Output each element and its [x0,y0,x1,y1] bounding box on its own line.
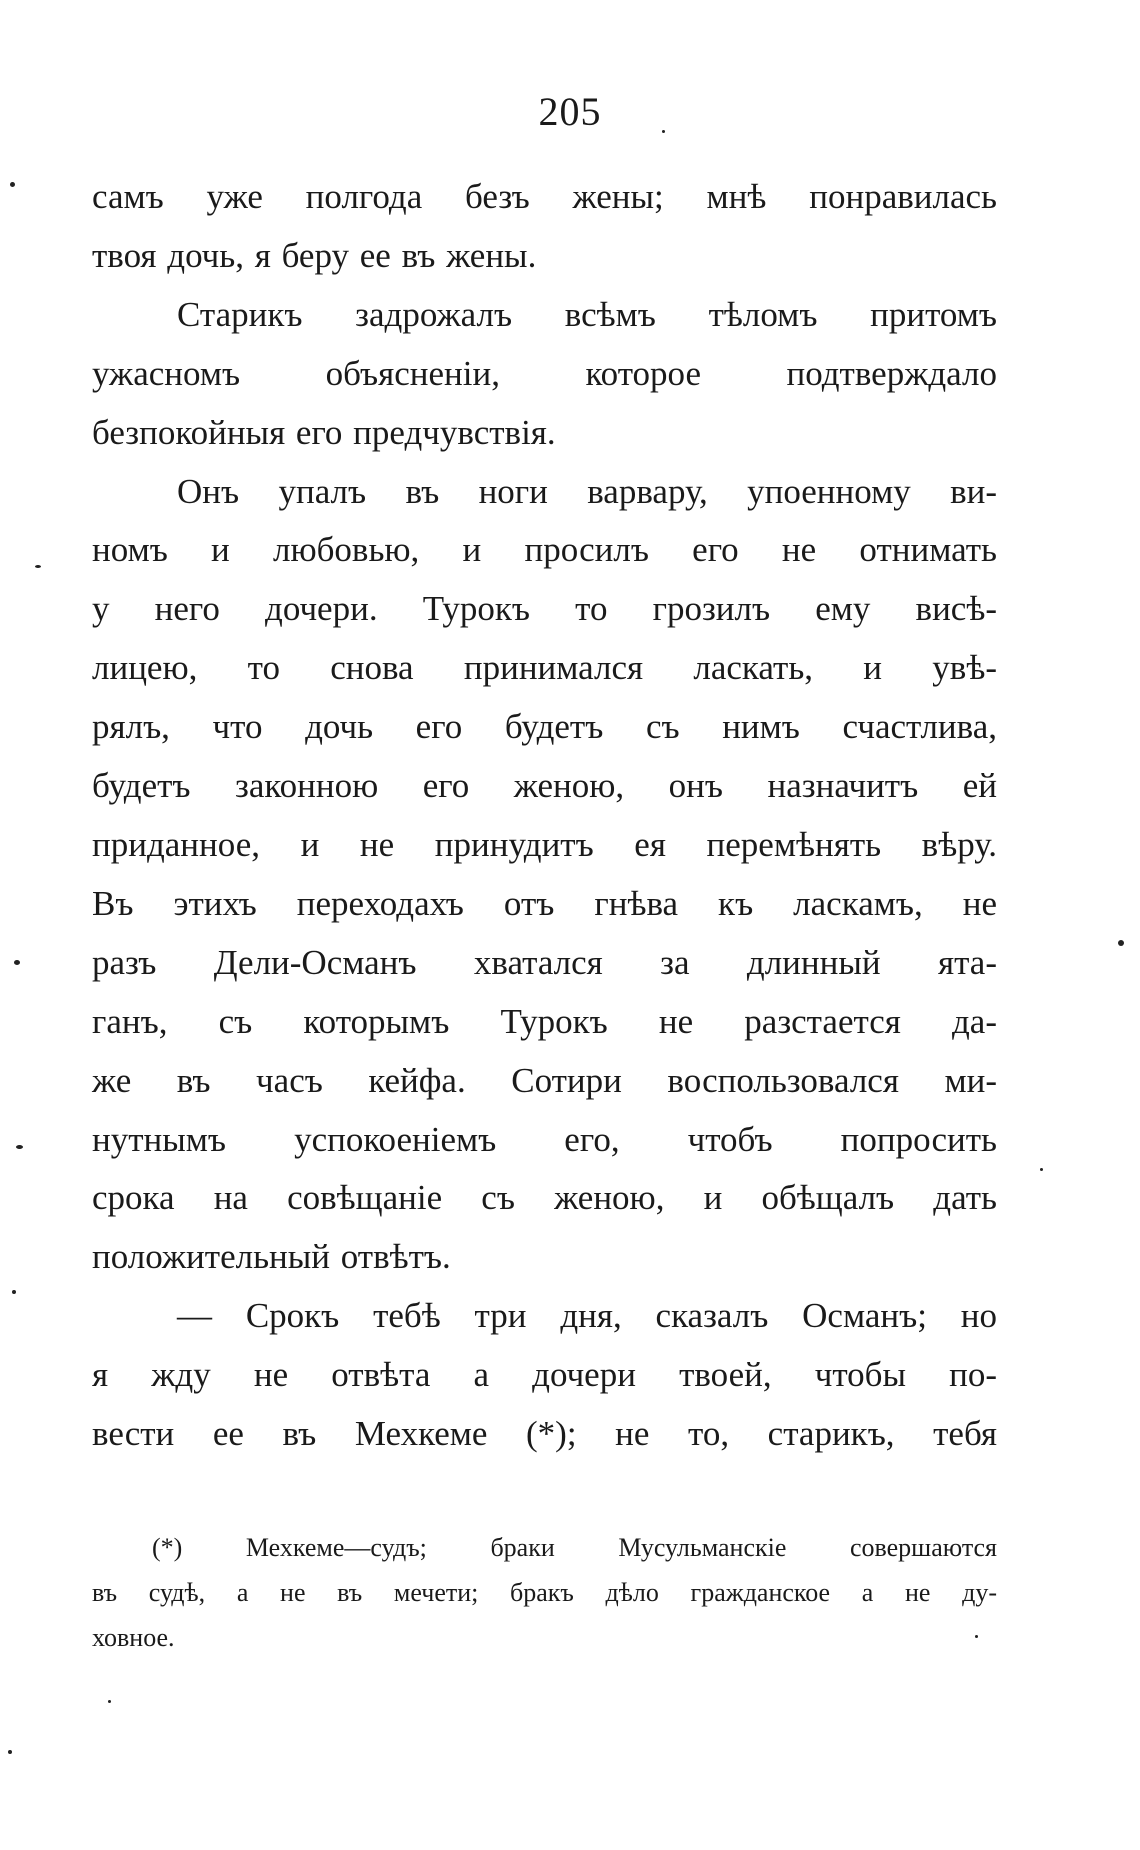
scan-speck [662,130,665,133]
text-line: срока на совѣщаніе съ женою, и обѣщалъ дать [92,1178,997,1218]
scan-speck [1118,940,1124,946]
scan-speck [12,1290,16,1294]
text-line: у него дочери. Турокъ то грозилъ ему висѣ- [92,589,997,629]
text-line: я жду не отвѣта а дочери твоей, чтобы по- [92,1355,997,1395]
footnote [92,1525,997,1660]
scan-speck [14,960,20,965]
text-line: Старикъ задрожалъ всѣмъ тѣломъ притомъ [177,294,997,334]
footnote-line: (*) Мехкеме—судъ; браки Мусульманскіе совершаются [152,1533,997,1562]
text-line: же въ часъ кейфа. Сотири воспользовался ми- [92,1060,997,1100]
text-line: Въ этихъ переходахъ отъ гнѣва къ ласкамъ, не [92,883,997,923]
text-line: — Срокъ тебѣ три дня, сказалъ Османъ; но [177,1296,997,1336]
text-line: нутнымъ успокоеніемъ его, чтобъ попросить [92,1119,997,1159]
text-line: ужасномъ объясненіи, которое подтверждало [92,353,997,393]
main-text [92,168,997,1464]
scan-speck [108,1700,111,1703]
scan-speck [10,182,15,187]
text-line: самъ уже полгода безъ жены; мнѣ понравилась [92,177,997,216]
scan-speck [35,565,41,568]
text-line: Онъ упалъ въ ноги варвару, упоенному ви- [177,471,997,511]
text-line: безпокойныя его предчувствія. [92,412,556,452]
text-line: твоя дочь, я беру ее въ жены. [92,235,537,275]
text-line: номъ и любовью, и просилъ его не отнимать [92,530,997,570]
text-line: рялъ, что дочь его будетъ съ нимъ счастлива, [92,707,997,747]
footnote-line: въ судѣ, а не въ мечети; бракъ дѣло гражданское а не ду- [92,1578,997,1607]
text-line: приданное, и не принудитъ ея перемѣнять вѣру. [92,824,997,864]
scan-speck [975,1635,978,1638]
text-line: положительный отвѣтъ. [92,1237,451,1277]
footnote-line: ховное. [92,1623,175,1652]
scan-speck [1040,1168,1043,1171]
text-line: разъ Дели-Османъ хватался за длинный ята- [92,942,997,982]
scan-speck [8,1750,12,1754]
text-line: лицею, то снова принимался ласкать, и увѣ- [92,648,997,688]
text-line: будетъ законною его женою, онъ назначитъ ей [92,766,997,806]
page-number: 205 [538,89,602,134]
text-line: вести ее въ Мехкеме (*); не то, старикъ, тебя [92,1414,997,1454]
scan-speck [16,1145,23,1149]
text-line: ганъ, съ которымъ Турокъ не разстается да- [92,1001,997,1041]
